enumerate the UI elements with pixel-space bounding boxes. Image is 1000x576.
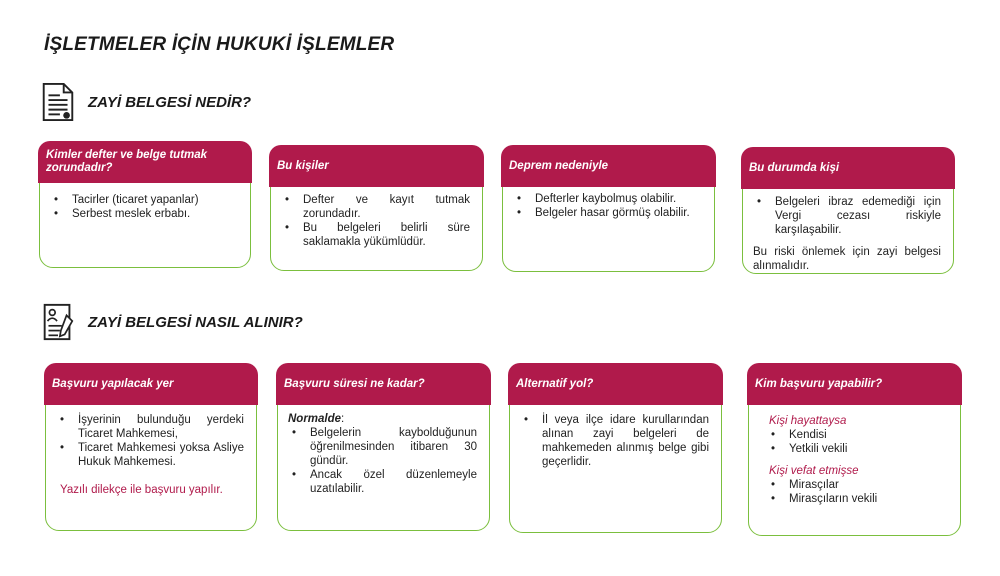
list-item: • Ticaret Mahkemesi yoksa Asliye Hukuk Mahkemesi. [56, 441, 244, 469]
card-note: Yazılı dilekçe ile başvuru yapılır. [60, 484, 223, 496]
section-label: ZAYİ BELGESİ NASIL ALINIR? [88, 313, 303, 331]
section-how-to [40, 302, 303, 342]
list-item: • İşyerinin bulunduğu yerdeki Ticaret Mahkemesi, [56, 413, 244, 441]
card-header: Deprem nedeniyle [501, 145, 716, 187]
card-note: Bu riski önlemek için zayi belgesi alınmalıdır. [753, 246, 941, 272]
card-header: Kimler defter ve belge tutmak zorundadır? [38, 141, 252, 183]
card-header: Başvuru süresi ne kadar? [276, 363, 491, 405]
list-item: • Belgelerin kaybolduğunun öğrenilmesinden itibaren 30 gündür. [288, 426, 477, 468]
section-what-is [40, 82, 251, 122]
list-item: • Mirasçılar [767, 478, 948, 492]
card-who-keeps-books [39, 141, 251, 268]
card-where-to-apply [45, 363, 257, 531]
group-label: Kişi vefat etmişse [769, 465, 859, 477]
card-header: Alternatif yol? [508, 363, 723, 405]
document-icon [40, 82, 76, 122]
page-title: İŞLETMELER İÇİN HUKUKİ İŞLEMLER [44, 34, 395, 55]
card-these-persons [270, 145, 483, 271]
list-item: • Bu belgeleri belirli süre saklamakla yükümlüdür. [281, 221, 470, 249]
group-label: Kişi hayattaysa [769, 415, 847, 427]
card-earthquake [502, 145, 715, 272]
list-item: • Belgeler hasar görmüş olabilir. [513, 206, 702, 220]
list-item: • Defterler kaybolmuş olabilir. [513, 192, 702, 206]
card-duration [277, 363, 490, 531]
list-item: • Yetkili vekili [767, 442, 948, 456]
card-who-can-apply [748, 363, 961, 536]
list-item: • Serbest meslek erbabı. [50, 207, 238, 221]
list-item: • Ancak özel düzenlemeyle uzatılabilir. [288, 468, 477, 496]
card-in-this-case [742, 147, 954, 274]
card-header: Kim başvuru yapabilir? [747, 363, 962, 405]
list-item: • Kendisi [767, 428, 948, 442]
list-item: • Mirasçıların vekili [767, 492, 948, 506]
form-person-icon [40, 302, 76, 342]
card-header: Başvuru yapılacak yer [44, 363, 258, 405]
card-lead: Normalde: [288, 413, 345, 425]
card-alternative [509, 363, 722, 533]
card-header: Bu durumda kişi [741, 147, 955, 189]
list-item: • İl veya ilçe idare kurullarından alınan zayi belgeleri de mahkemeden alınmış belge gibi geçerlidir. [520, 413, 709, 469]
list-item: • Defter ve kayıt tutmak zorundadır. [281, 193, 470, 221]
card-header: Bu kişiler [269, 145, 484, 187]
list-item: • Tacirler (ticaret yapanlar) [50, 193, 238, 207]
section-label: ZAYİ BELGESİ NEDİR? [88, 93, 252, 111]
list-item: • Belgeleri ibraz edemediği için Vergi cezası riskiyle karşılaşabilir. [753, 195, 941, 237]
